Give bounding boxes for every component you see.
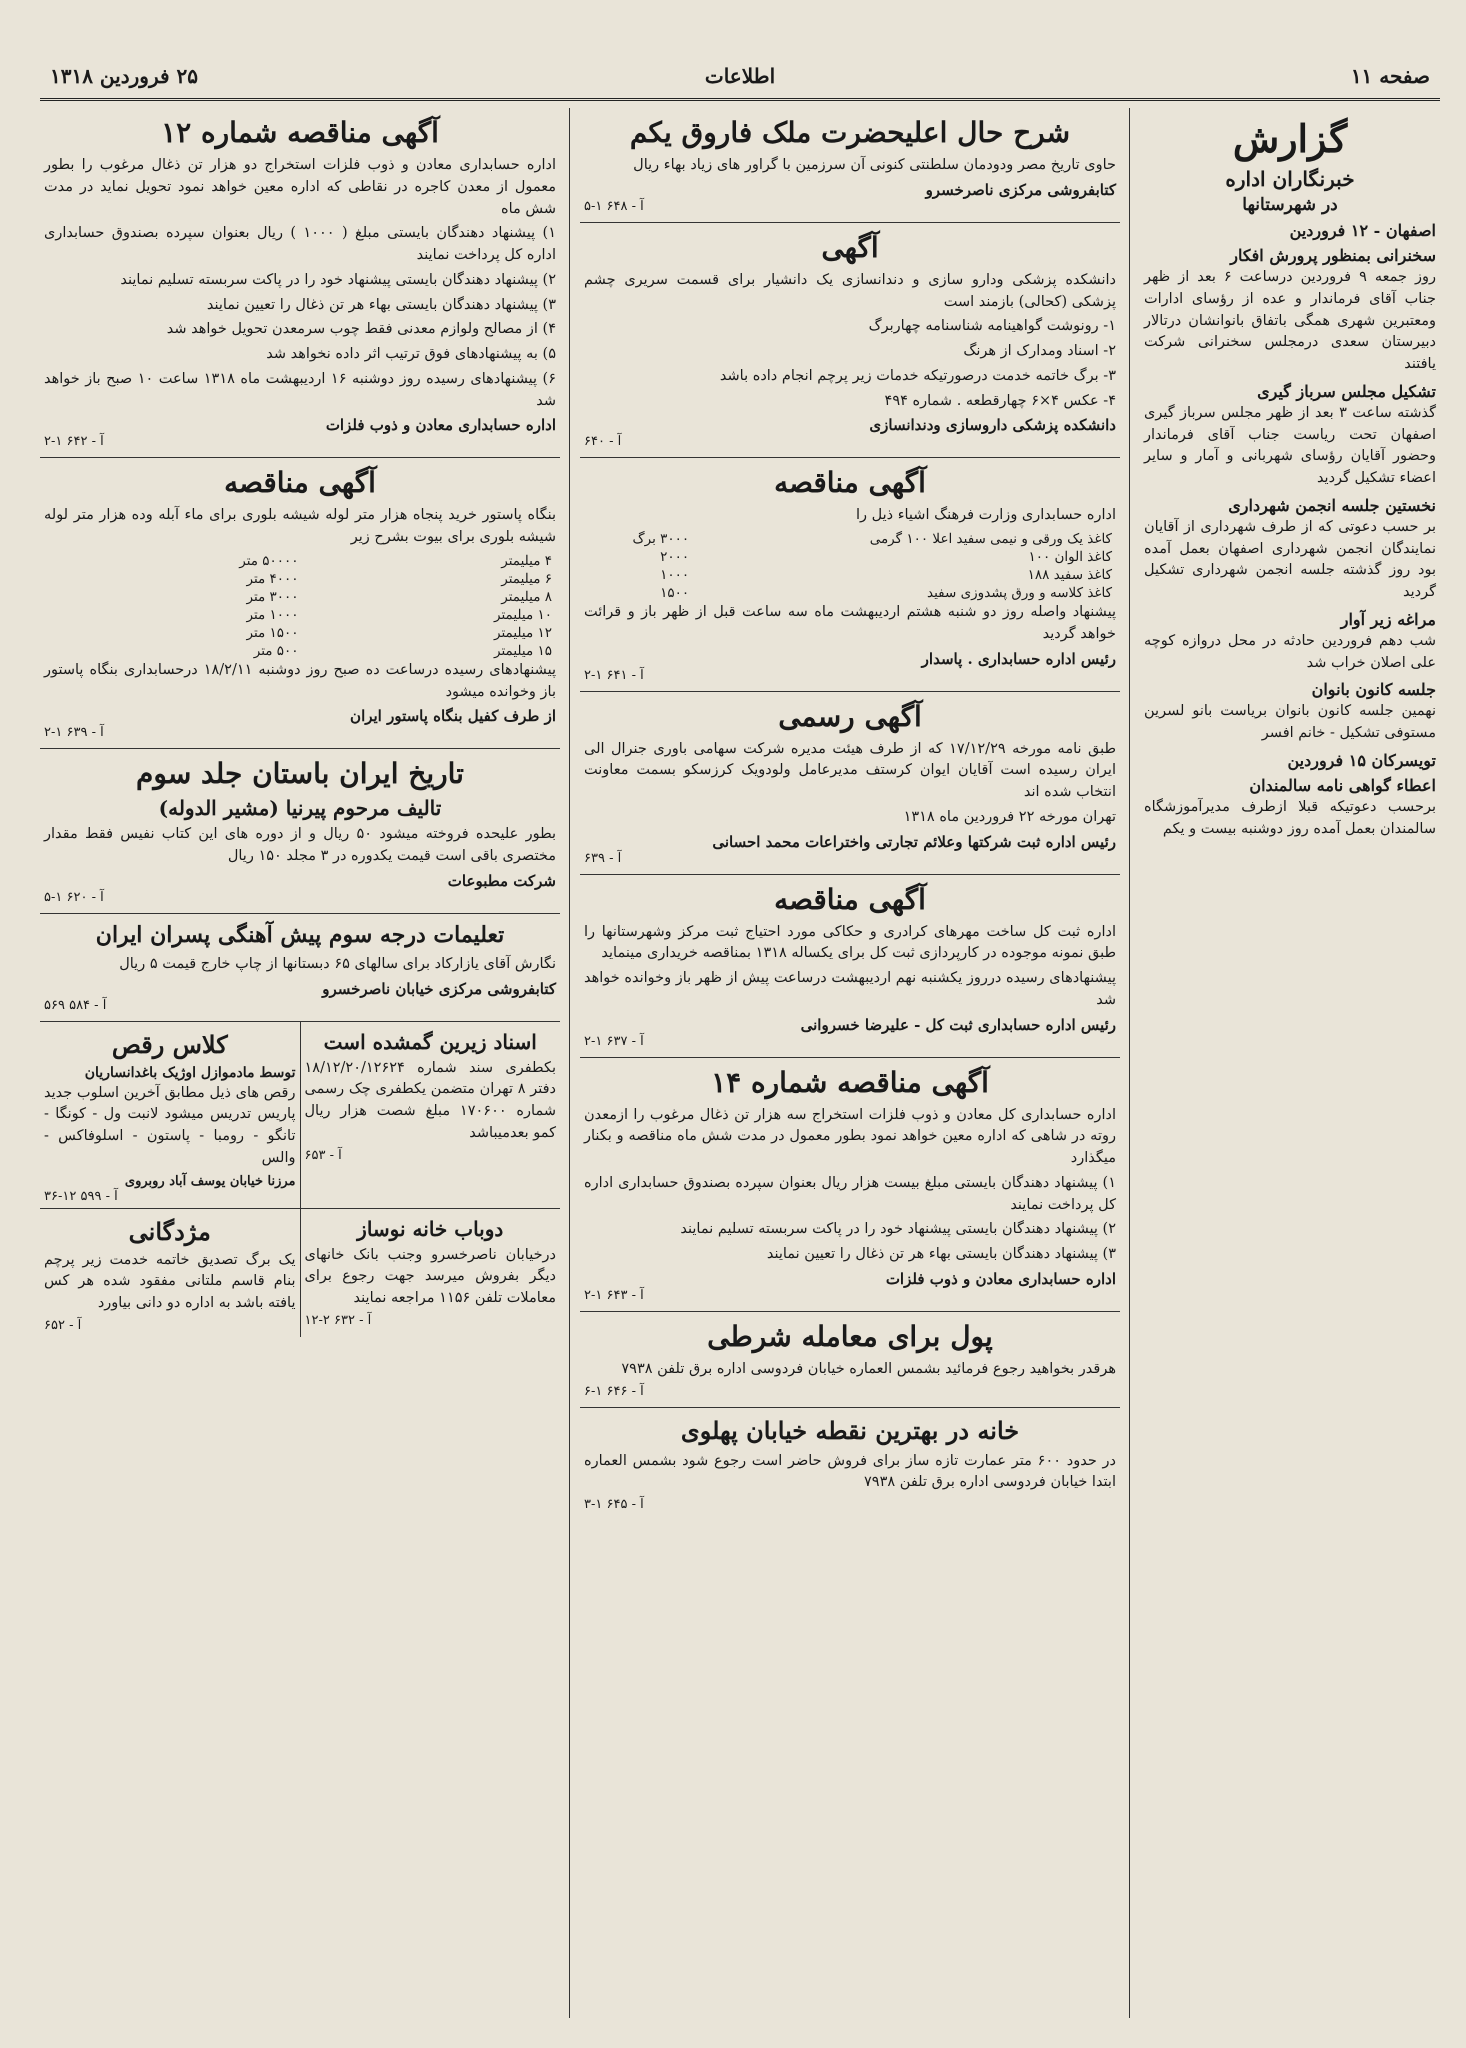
table-row xyxy=(44,642,556,660)
report-text: روز جمعه ۹ فروردین درساعت ۶ بعد از ظهر جناب آقای فرماندار و عده از رؤسای ادارات ومعتبرین شهری همگی باتفاق بانوانشان درتالار دبیرستان سعدی درمجلس سخنرانی شرکت یافتند xyxy=(1144,269,1436,372)
table-cell: کاغذ کلاسه و ورق پشدوزی سفید xyxy=(927,585,1112,601)
report-heading: مراغه زیر آوار xyxy=(1340,609,1436,629)
ad-block xyxy=(580,1312,1120,1408)
ad-subtitle: توسط مادموازل اوژیک باغدانساریان xyxy=(84,1064,296,1081)
ad-text: هرقدر بخواهید رجوع فرمائید بشمس العماره خیابان فردوسی اداره برق تلفن ۷۹۳۸ xyxy=(621,1360,1116,1377)
ad-title: آگهی مناقصه شماره ۱۲ xyxy=(161,116,439,149)
table-cell: ۶ میلیمتر xyxy=(501,570,552,587)
ad-text: طبق نامه مورخه ۱۷/۱۲/۲۹ که از طرف هیئت مدیره شرکت سهامی باوری جنرال الی ایران رسیده است آقایان ایوان کرستف مدیرعامل ولودویک کرزسکو بسمت معاونت انتخاب شده اند xyxy=(584,740,1117,800)
table-cell: ۵۰۰ متر xyxy=(253,642,299,659)
ad-signature: مرزنا خیابان یوسف آباد روبروی xyxy=(124,1173,296,1189)
ad-text: درخیابان ناصرخسرو وجنب بانک خانهای دیگر بفروش میرسد جهت رجوع برای معاملات تلفن ۱۱۵۶ مراجعه نمایند xyxy=(304,1246,556,1306)
ad-subtitle: تالیف مرحوم پیرنیا (مشیر الدوله) xyxy=(158,796,442,821)
ad-signature: دانشکده پزشکی داروسازی ودندانسازی xyxy=(869,416,1116,435)
report-heading: تشکیل مجلس سرباز گیری xyxy=(1257,381,1436,401)
ad-row xyxy=(40,1022,560,1209)
ad-text: حاوی تاریخ مصر ودودمان سلطنتی کنونی آن سرزمین با گراور های زیاد بهاء ریال xyxy=(633,157,1116,173)
table-row xyxy=(584,548,1116,566)
ad-block xyxy=(580,1058,1120,1312)
report-heading: سخنرانی بمنظور پرورش افکار xyxy=(1230,246,1436,265)
ad-title: خانه در بهترین نقطه خیابان پهلوی xyxy=(680,1415,1020,1445)
ad-item: ۲- اسناد ومدارک از هرنگ xyxy=(963,343,1116,359)
newspaper-page xyxy=(40,58,1440,2018)
ad-reference: آ - ۶۴۳ ۱-۲ xyxy=(584,1287,644,1303)
table-row xyxy=(44,624,556,642)
ad-item: ۵) به پیشنهادهای فوق ترتیب اثر داده نخواهد شد xyxy=(266,346,556,362)
ad-text: بطور علیحده فروخته میشود ۵۰ ریال و از دوره های این کتاب نفیس فقط مقدار مختصری باقی است قیمت یکدوره در ۳ مجلد ۱۵۰ ریال xyxy=(44,826,557,864)
ad-item: ۱- رونوشت گواهینامه شناسنامه چهاربرگ xyxy=(868,318,1116,335)
ad-item: ۳) پیشنهاد دهندگان بایستی بهاء هر تن ذغال را تعیین نمایند xyxy=(766,1246,1116,1262)
table-cell: ۲۰۰۰ xyxy=(660,549,690,565)
table-row xyxy=(584,530,1116,548)
column-rule xyxy=(569,108,570,2018)
ad-signature: اداره حسابداری معادن و ذوب فلزات xyxy=(325,416,556,435)
report-heading: نخستین جلسه انجمن شهرداری xyxy=(1228,495,1436,515)
table-cell: ۴۰۰۰ متر xyxy=(246,570,299,587)
table-cell: ۱۵۰۰ xyxy=(660,585,690,601)
ad-title: پول برای معامله شرطی xyxy=(707,1319,993,1353)
table-cell: کاغذ سفید ۱۸۸ xyxy=(1027,567,1112,583)
ad-reference: آ - ۶۴۰ xyxy=(584,434,622,450)
ad-signature: رئیس اداره حسابداری . پاسدار xyxy=(921,649,1116,668)
report-text: گذشته ساعت ۳ بعد از ظهر مجلس سرباز گیری اصفهان تحت ریاست جناب آقای فرماندار وحضور آقایان رؤسای شهربانی و آمار و سایر اعضاء تشکیل گردید xyxy=(1144,404,1436,486)
ad-title: تعلیمات درجه سوم پیش آهنگی پسران ایران xyxy=(95,921,505,948)
ad-signature: رئیس اداره ثبت شرکتها وعلائم تجارتی واختراعات محمد احسانی xyxy=(712,832,1116,851)
ad-item: ۲) پیشنهاد دهندگان بایستی پیشنهاد خود را در پاکت سربسته تسلیم نمایند xyxy=(680,1221,1116,1238)
ad-title: آگهی xyxy=(821,230,879,264)
table-cell: ۴ میلیمتر xyxy=(501,552,552,569)
ad-reference: آ - ۶۵۳ xyxy=(304,1147,342,1163)
ad-item: ۱) پیشنهاد دهندگان بایستی مبلغ ( ۱۰۰۰ ) ریال بعنوان سپرده بصندوق حسابداری اداره کل پرداخت نمایند xyxy=(44,225,556,263)
ad-item: ۶) پیشنهادهای رسیده روز دوشنبه ۱۶ اردیبهشت ماه ۱۳۱۸ ساعت ۱۰ صبح باز خواهد شد xyxy=(44,370,556,409)
table-row xyxy=(44,570,556,588)
ad-reference: آ - ۶۵۲ xyxy=(44,1317,82,1333)
report-subtitle: خبرنگاران اداره xyxy=(1225,167,1355,191)
ad-text: اداره حسابداری معادن و ذوب فلزات استخراج دو هزار تن ذغال مرغوب را بطور معمول از معدن کاجره در نقاطی که اداره معین خواهد نمود تحویل نماید در مدت شش ماه xyxy=(44,157,556,217)
column-left xyxy=(40,108,560,2018)
table-cell: ۳۰۰۰ برگ xyxy=(632,531,690,547)
ad-text: نگارش آقای یازارکاد برای سالهای ۶۵ دبستانها از چاپ خارج قیمت ۵ ریال xyxy=(119,955,556,972)
ad-title: دوباب خانه نوساز xyxy=(357,1216,504,1241)
table-cell: ۱۲ میلیمتر xyxy=(494,624,552,641)
ad-item: ۴- عکس ۴×۶ چهارقطعه . شماره ۴۹۴ xyxy=(884,392,1116,409)
ad-text: بنگاه پاستور خرید پنجاه هزار متر لوله شیشه بلوری برای ماء آبله وده هزار متر لوله شیشه بلوری برای بیوت بشرح زیر xyxy=(44,507,556,545)
ad-text: یک برگ تصدیق خاتمه خدمت زیر پرچم بنام قاسم ملتانی مفقود شده هر کس یافته باشد به اداره دو دانی بیاورد xyxy=(44,1251,296,1311)
ad-reference: آ - ۶۳۲ ۲-۱۲ xyxy=(304,1312,372,1328)
ad-title: تاریخ ایران باستان جلد سوم xyxy=(136,757,464,791)
ad-reference: آ - ۶۴۱ ۱-۲ xyxy=(584,667,644,683)
ad-block xyxy=(580,223,1120,459)
report-text: برحسب دعوتیکه قبلا ازطرف مدیرآموزشگاه سالمندان بعمل آمده روز دوشنبه بیست و یکم xyxy=(1144,798,1436,837)
ad-title: کلاس رقص xyxy=(111,1029,228,1059)
report-text: شب دهم فروردین حادثه در محل دروازه کوچه علی اصلان خراب شد xyxy=(1144,632,1436,671)
table-cell: ۱۵ میلیمتر xyxy=(494,642,552,659)
ad-block xyxy=(40,1022,300,1208)
column-middle xyxy=(580,108,1120,2018)
ad-block xyxy=(580,458,1120,691)
ad-signature: شرکت مطبوعات xyxy=(447,871,556,890)
ad-text: اداره حسابداری وزارت فرهنگ اشیاء ذیل را xyxy=(855,507,1116,524)
column-reports xyxy=(1140,108,1440,2018)
ad-reference: آ - ۶۳۷ ۱-۲ xyxy=(584,1033,644,1049)
ad-title: آگهی مناقصه xyxy=(774,882,926,916)
table-row xyxy=(584,584,1116,602)
ad-item: ۴) از مصالح ولوازم معدنی فقط چوب سرمعدن تحویل خواهد شد xyxy=(166,321,556,338)
ad-title: آگهی رسمی xyxy=(778,699,922,733)
ad-table xyxy=(44,552,556,660)
ad-title: آگهی مناقصه xyxy=(774,466,926,500)
table-cell: ۸ میلیمتر xyxy=(501,588,552,605)
ad-block xyxy=(580,692,1120,875)
table-cell: کاغذ یک ورقی و نیمی سفید اعلا ۱۰۰ گرمی xyxy=(869,531,1112,547)
report-heading: اعطاء گواهی نامه سالمندان xyxy=(1249,775,1436,795)
ad-text: اداره حسابداری کل معادن و ذوب فلزات استخراج سه هزار تن ذغال مرغوب را ازمعدن روته در شاهی که اداره معین خواهد نمود بطور معمول در مدت شش ماه مناقصه و بکنار میگذارد xyxy=(584,1106,1116,1166)
table-row xyxy=(44,606,556,624)
ad-item: ۲) پیشنهاد دهندگان بایستی پیشنهاد خود را در پاکت سربسته تسلیم نمایند xyxy=(120,271,556,288)
table-cell: ۳۰۰۰ متر xyxy=(246,588,299,605)
table-row xyxy=(44,588,556,606)
ad-title: مژدگانی xyxy=(128,1216,211,1246)
table-cell: کاغذ الوان ۱۰۰ xyxy=(1028,549,1112,565)
ad-reference: آ - ۶۴۲ ۱-۲ xyxy=(44,434,104,450)
masthead xyxy=(40,58,1440,101)
ad-text: اداره ثبت کل ساخت مهرهای کرادری و حکاکی مورد احتیاج ثبت مرکز وشهرستانها را طبق نمونه موجوده در کارپردازی ثبت کل برای یکساله ۱۳۱۸ بمناقصه خریداری مینماید xyxy=(584,923,1116,962)
ad-block xyxy=(40,108,560,458)
report-block xyxy=(1140,108,1440,851)
ad-text: بکطفری سند شماره ۱۸/۱۲/۲۰/۱۲۶۲۴ دفتر ۸ تهران متضمن یکطفری چک رسمی شماره ۱۷۰۶۰۰ مبلغ شصت هزار ریال کمو بعدمیباشد xyxy=(304,1059,556,1141)
ad-block xyxy=(580,108,1120,223)
ad-reference: آ - ۶۴۵ ۱-۳ xyxy=(584,1497,644,1512)
ad-reference: آ - ۶۴۶ ۱-۶ xyxy=(584,1383,644,1399)
paper-name: اطلاعات xyxy=(704,64,776,88)
ad-text: در حدود ۶۰۰ متر عمارت تازه ساز برای فروش حاضر است رجوع شود بشمس العماره ابتدا خیابان فردوسی اداره برق تلفن ۷۹۳۸ xyxy=(584,1452,1116,1491)
ad-item: ۱) پیشنهاد دهندگان بایستی مبلغ بیست هزار ریال بعنوان سپرده بصندوق حسابداری اداره کل پرداخت نمایند xyxy=(584,1174,1116,1213)
ad-reference: آ - ۶۴۸ ۱-۵ xyxy=(584,198,644,214)
ad-reference: آ - ۶۲۰ ۱-۵ xyxy=(44,889,104,905)
ad-text: پیشنهادهای رسیده درساعت ده صبح روز دوشنبه ۱۸/۲/۱۱ درحسابداری بنگاه پاستور باز وخوانده میشود xyxy=(44,661,556,700)
ad-item: ۳) پیشنهاد دهندگان بایستی بهاء هر تن ذغال را تعیین نمایند xyxy=(206,296,556,313)
ad-signature: رئیس اداره حسابداری ثبت کل - علیرضا خسروانی xyxy=(800,1015,1116,1034)
ad-row xyxy=(40,1209,560,1337)
ad-reference: آ - ۶۳۹ xyxy=(584,850,622,866)
ad-text: پیشنهاد واصله روز دو شنبه هشتم اردیبهشت ماه سه ساعت قبل از ظهر باز و قرائت خواهد گردید xyxy=(584,604,1116,642)
ad-title: شرح حال اعلیحضرت ملک فاروق یکم xyxy=(629,116,1071,149)
ad-signature: از طرف کفیل بنگاه پاستور ایران xyxy=(350,707,556,726)
ad-block xyxy=(580,875,1120,1058)
report-title: گزارش xyxy=(1232,116,1348,161)
ad-text: دانشکده پزشکی ودارو سازی و دندانسازی یک دانشیار برای قسمت سریری چشم پزشکی (کحالی) بازمند است xyxy=(584,271,1116,310)
report-text: بر حسب دعوتی که از طرف شهرداری از آقایان نمایندگان انجمن شهرداری اصفهان بعمل آمده بود روز گذشته جلسه انجمن شهرداری تشکیل گردید xyxy=(1144,518,1436,600)
ad-signature: کتابفروشی مرکزی خیابان ناصرخسرو xyxy=(322,979,556,998)
ad-table xyxy=(584,530,1116,602)
ad-title: آگهی مناقصه شماره ۱۴ xyxy=(711,1065,989,1099)
ad-title: اسناد زیرین گمشده است xyxy=(323,1029,537,1054)
dateline: تویسرکان ۱۵ فروردین xyxy=(1287,750,1436,770)
ad-text: پیشنهادهای رسیده درروز یکشنبه نهم اردیبهشت درساعت پیش از ظهر باز وخوانده خواهد شد xyxy=(584,970,1116,1008)
issue-date: ۲۵ فروردین ۱۳۱۸ xyxy=(50,64,198,88)
ad-title: آگهی مناقصه xyxy=(224,466,376,500)
ad-reference: آ - ۵۹۹ ۱۲-۳۶ xyxy=(44,1188,118,1204)
ad-block xyxy=(40,749,560,914)
ad-text: تهران مورخه ۲۲ فروردین ماه ۱۳۱۸ xyxy=(903,808,1116,825)
report-heading: جلسه کانون بانوان xyxy=(1311,680,1436,700)
table-row xyxy=(584,566,1116,584)
ad-item: ۳- برگ خاتمه خدمت درصورتیکه خدمات زیر پرچم انجام داده باشد xyxy=(719,367,1116,384)
column-rule xyxy=(1129,108,1130,2018)
ad-text: رقص های ذیل مطابق آخرین اسلوب جدید پاریس تدریس میشود لانبت ول - کونگا - تانگو - رومبا - پاستون - اسلوفاکس - والس xyxy=(44,1084,296,1166)
ad-block xyxy=(40,458,560,749)
ad-reference: آ - ۵۸۴ ۵۶۹ xyxy=(44,997,107,1013)
table-row xyxy=(44,552,556,570)
table-cell: ۱۵۰۰ متر xyxy=(246,624,299,641)
ad-block xyxy=(40,914,560,1022)
ad-signature: کتابفروشی مرکزی ناصرخسرو xyxy=(925,180,1116,199)
table-cell: ۱۰۰۰ xyxy=(660,567,690,583)
table-cell: ۵۰۰۰۰ متر xyxy=(239,552,299,569)
ad-block xyxy=(300,1209,561,1337)
page-number: صفحه ۱۱ xyxy=(1350,64,1430,88)
table-cell: ۱۰ میلیمتر xyxy=(494,606,552,623)
ad-signature: اداره حسابداری معادن و ذوب فلزات xyxy=(885,1269,1116,1288)
dateline: اصفهان - ۱۲ فروردین xyxy=(1289,221,1436,240)
ad-block xyxy=(580,1408,1120,1521)
ad-block xyxy=(40,1209,300,1337)
report-subtitle-2: در شهرستانها xyxy=(1242,195,1338,215)
table-cell: ۱۰۰۰ متر xyxy=(246,606,299,623)
ad-block xyxy=(300,1022,561,1208)
report-text: نهمین جلسه کانون بانوان بریاست بانو لسرین مستوفی تشکیل - خانم افسر xyxy=(1144,703,1436,741)
ad-reference: آ - ۶۳۹ ۱-۲ xyxy=(44,725,104,741)
